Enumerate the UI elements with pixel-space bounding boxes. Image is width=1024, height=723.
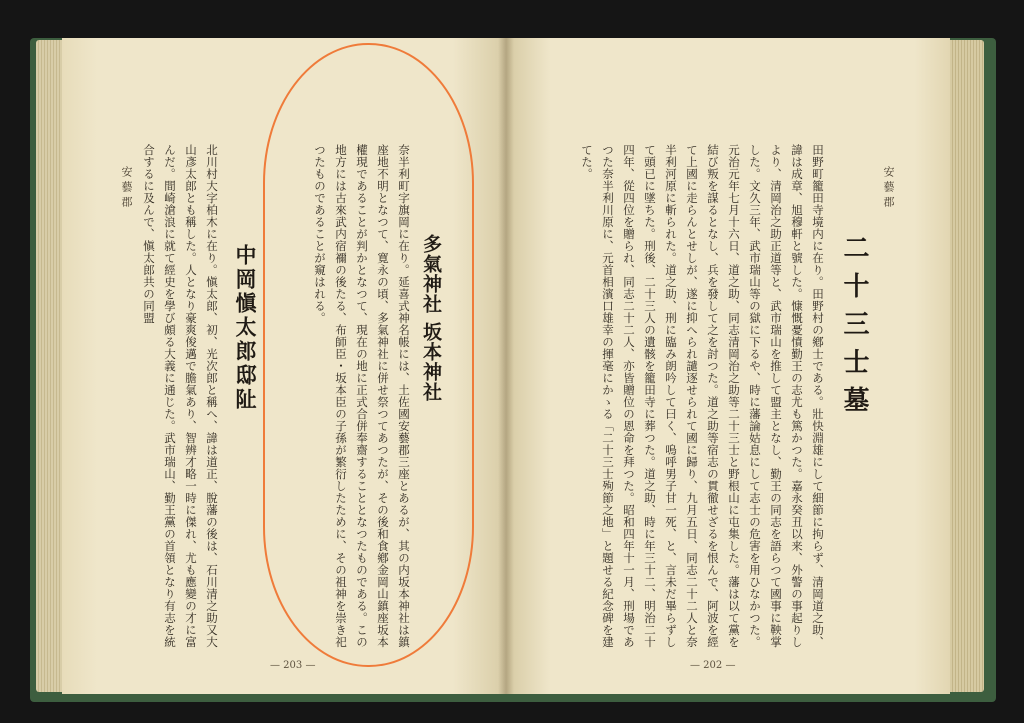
tombs-section-title: 二十三士墓 bbox=[839, 234, 869, 424]
right-page bbox=[506, 38, 950, 694]
tombs-section-text: 田野町籠田寺境内に在り。田野村の鄕士である。壯快淵雄にして細節に拘らず、清岡道之助、諱は成章、旭穆軒と號した。慷慨憂憤勤王の志尤も篤かつた。嘉永癸丑以来、外警の事起りしより、清岡治之助正道等と、武市瑞山を推して盟主となし、勤王の同志を語らつて國事に鞅掌した。文久三年、武市瑞山等の獄に下るや、時に藩論姑息にして志士の危害を用ひなかつた。元治元年七月十六日、道之助、同志清岡治之助等二十三士と野根山に屯集した。藩は以て黨を結び叛を謀るとなし、兵を發して之を討つた。道之助等宿志の貫徹せざるを恨んで、阿波を經て上國に走らんとせしが、遂に抑へられ譴逐せられて國に歸り、九月五日、同志二十二人と奈半利河原に斬られた。道之助、刑に臨み朗吟して曰く、嗚呼男子甘一死、と、言未だ畢らずして頭已に墜ちた。刑後、二十三人の遺骸を籠田寺に葬つた。道之助、時に年三十二、明治二十四年、從四位を贈られ、同志二十二人、亦皆贈位の恩命を拜つた。昭和四年十一月、刑場であつた奈半利川原に、元首相濱口雄幸の揮毫にかゝる「二十三士殉節之地」と題せる紀念碑を建てた。 bbox=[580, 144, 825, 648]
right-page-number: — 202 — bbox=[690, 660, 736, 671]
shrine-section-title: 多氣神社 坂本神社 bbox=[420, 234, 442, 402]
shrine-section-text: 奈半利町字旗岡に在り。延喜式神名帳には、土佐國安藝郡三座とあるが、其の内坂本神社は鎮座地不明となつて、寛永の頃、多氣神社に併せ祭つてあつたが、その後和食鄕金岡山鎮座坂本權現であることが判かとなつて、現在の地に正式合併奉齋することとなつたものである。この地方には古來武内宿禰の後たる、布師臣・坂本臣の子孫が繁衍したために、その祖神を崇き祀つたものであることが窺はれる。 bbox=[313, 144, 411, 648]
right-running-head: 安藝郡 bbox=[882, 166, 895, 211]
highlight-annotation-oval bbox=[263, 43, 474, 667]
book-gutter bbox=[498, 38, 514, 694]
left-page-number: — 203 — bbox=[270, 660, 316, 671]
page-edges-right bbox=[944, 40, 984, 692]
residence-section-title: 中岡愼太郎邸阯 bbox=[233, 244, 257, 412]
residence-section-text: 北川村大字柏木に在り。愼太郎、初、光次郎と稱へ、諱は道正、脫藩の後は、石川清之助又大山彥太郎とも稱した。人となり豪爽俊邁で膽氣あり、智辨才略一時に傑れ、尤も應變の才に富んだ。間崎滄浪に就て經史を學び頗る大義に通じた。武市瑞山、勤王黨の首領となり有志を統合するに及んで、愼太郎共の同盟 bbox=[142, 144, 219, 648]
left-running-head: 安藝郡 bbox=[120, 166, 133, 211]
